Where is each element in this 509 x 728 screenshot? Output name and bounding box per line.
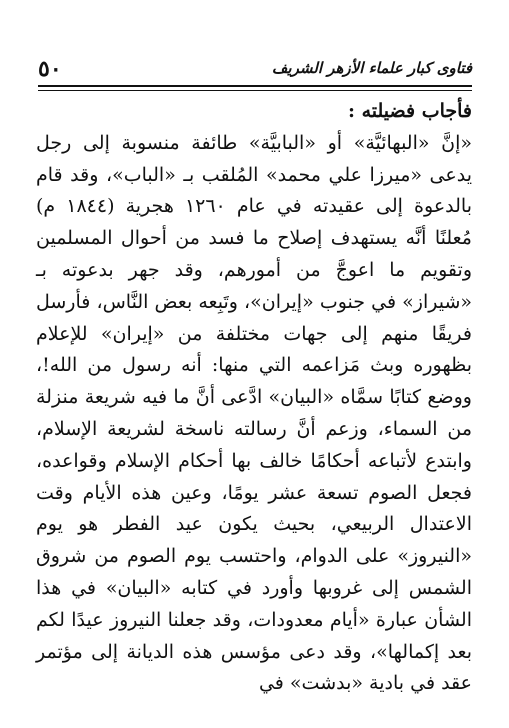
page-number: ٥٠ [38, 56, 62, 82]
body-paragraph: «إنَّ «البهائيَّة» أو «البابيَّة» طائفة منسوبة إلى رجل يدعى «ميرزا علي محمد» المُلقب بـ «الباب»، وقد قام بالدعوة إلى عقيدته في عام ١٢٦٠ هجرية (١٨٤٤ م) مُعلنًا أنَّه يستهدف إصلاح ما فسد من أحوال المسلمين وتقويم ما اعوجَّ من أمورهم، وقد جهر بدعوته بـ «شيراز» في جنوب «إيران»، وتَبِعه بعض النَّاس، فأرسل فريقًا منهم إلى جهات مختلفة من «إيران» للإعلام بظهوره وبث مَزاعمه التي منها: أنه رسول من الله!، ووضع كتابًا سمَّاه «البيان» ادَّعى أنَّ ما فيه شريعة منزلة من السماء، وزعم أنَّ رسالته ناسخة لشريعة الإسلام، وابتدع لأتباعه أحكامًا خالف بها أحكام الإسلام وقواعده، فجعل الصوم تسعة عشر يومًا، وعين هذه الأيام وقت الاعتدال الربيعي، بحيث يكون عيد الفطر هو يوم «النيروز» على الدوام، واحتسب يوم الصوم من شروق الشمس إلى غروبها وأورد في كتابه «البيان» في هذا الشأن عبارة «أيام معدودات، وقد جعلنا النيروز عيدًا لكم بعد إكمالها»، وقد دعى مؤسس هذه الديانة إلى مؤتمر عقد في بادية «بدشت» في [36, 131, 472, 695]
answer-heading: فأجاب فضيلته : [347, 100, 472, 122]
header-divider [38, 85, 472, 87]
header-divider-thin [38, 90, 472, 91]
page-body [36, 96, 472, 700]
page-header [38, 54, 472, 84]
running-title: فتاوى كبار علماء الأزهر الشريف [271, 59, 472, 77]
